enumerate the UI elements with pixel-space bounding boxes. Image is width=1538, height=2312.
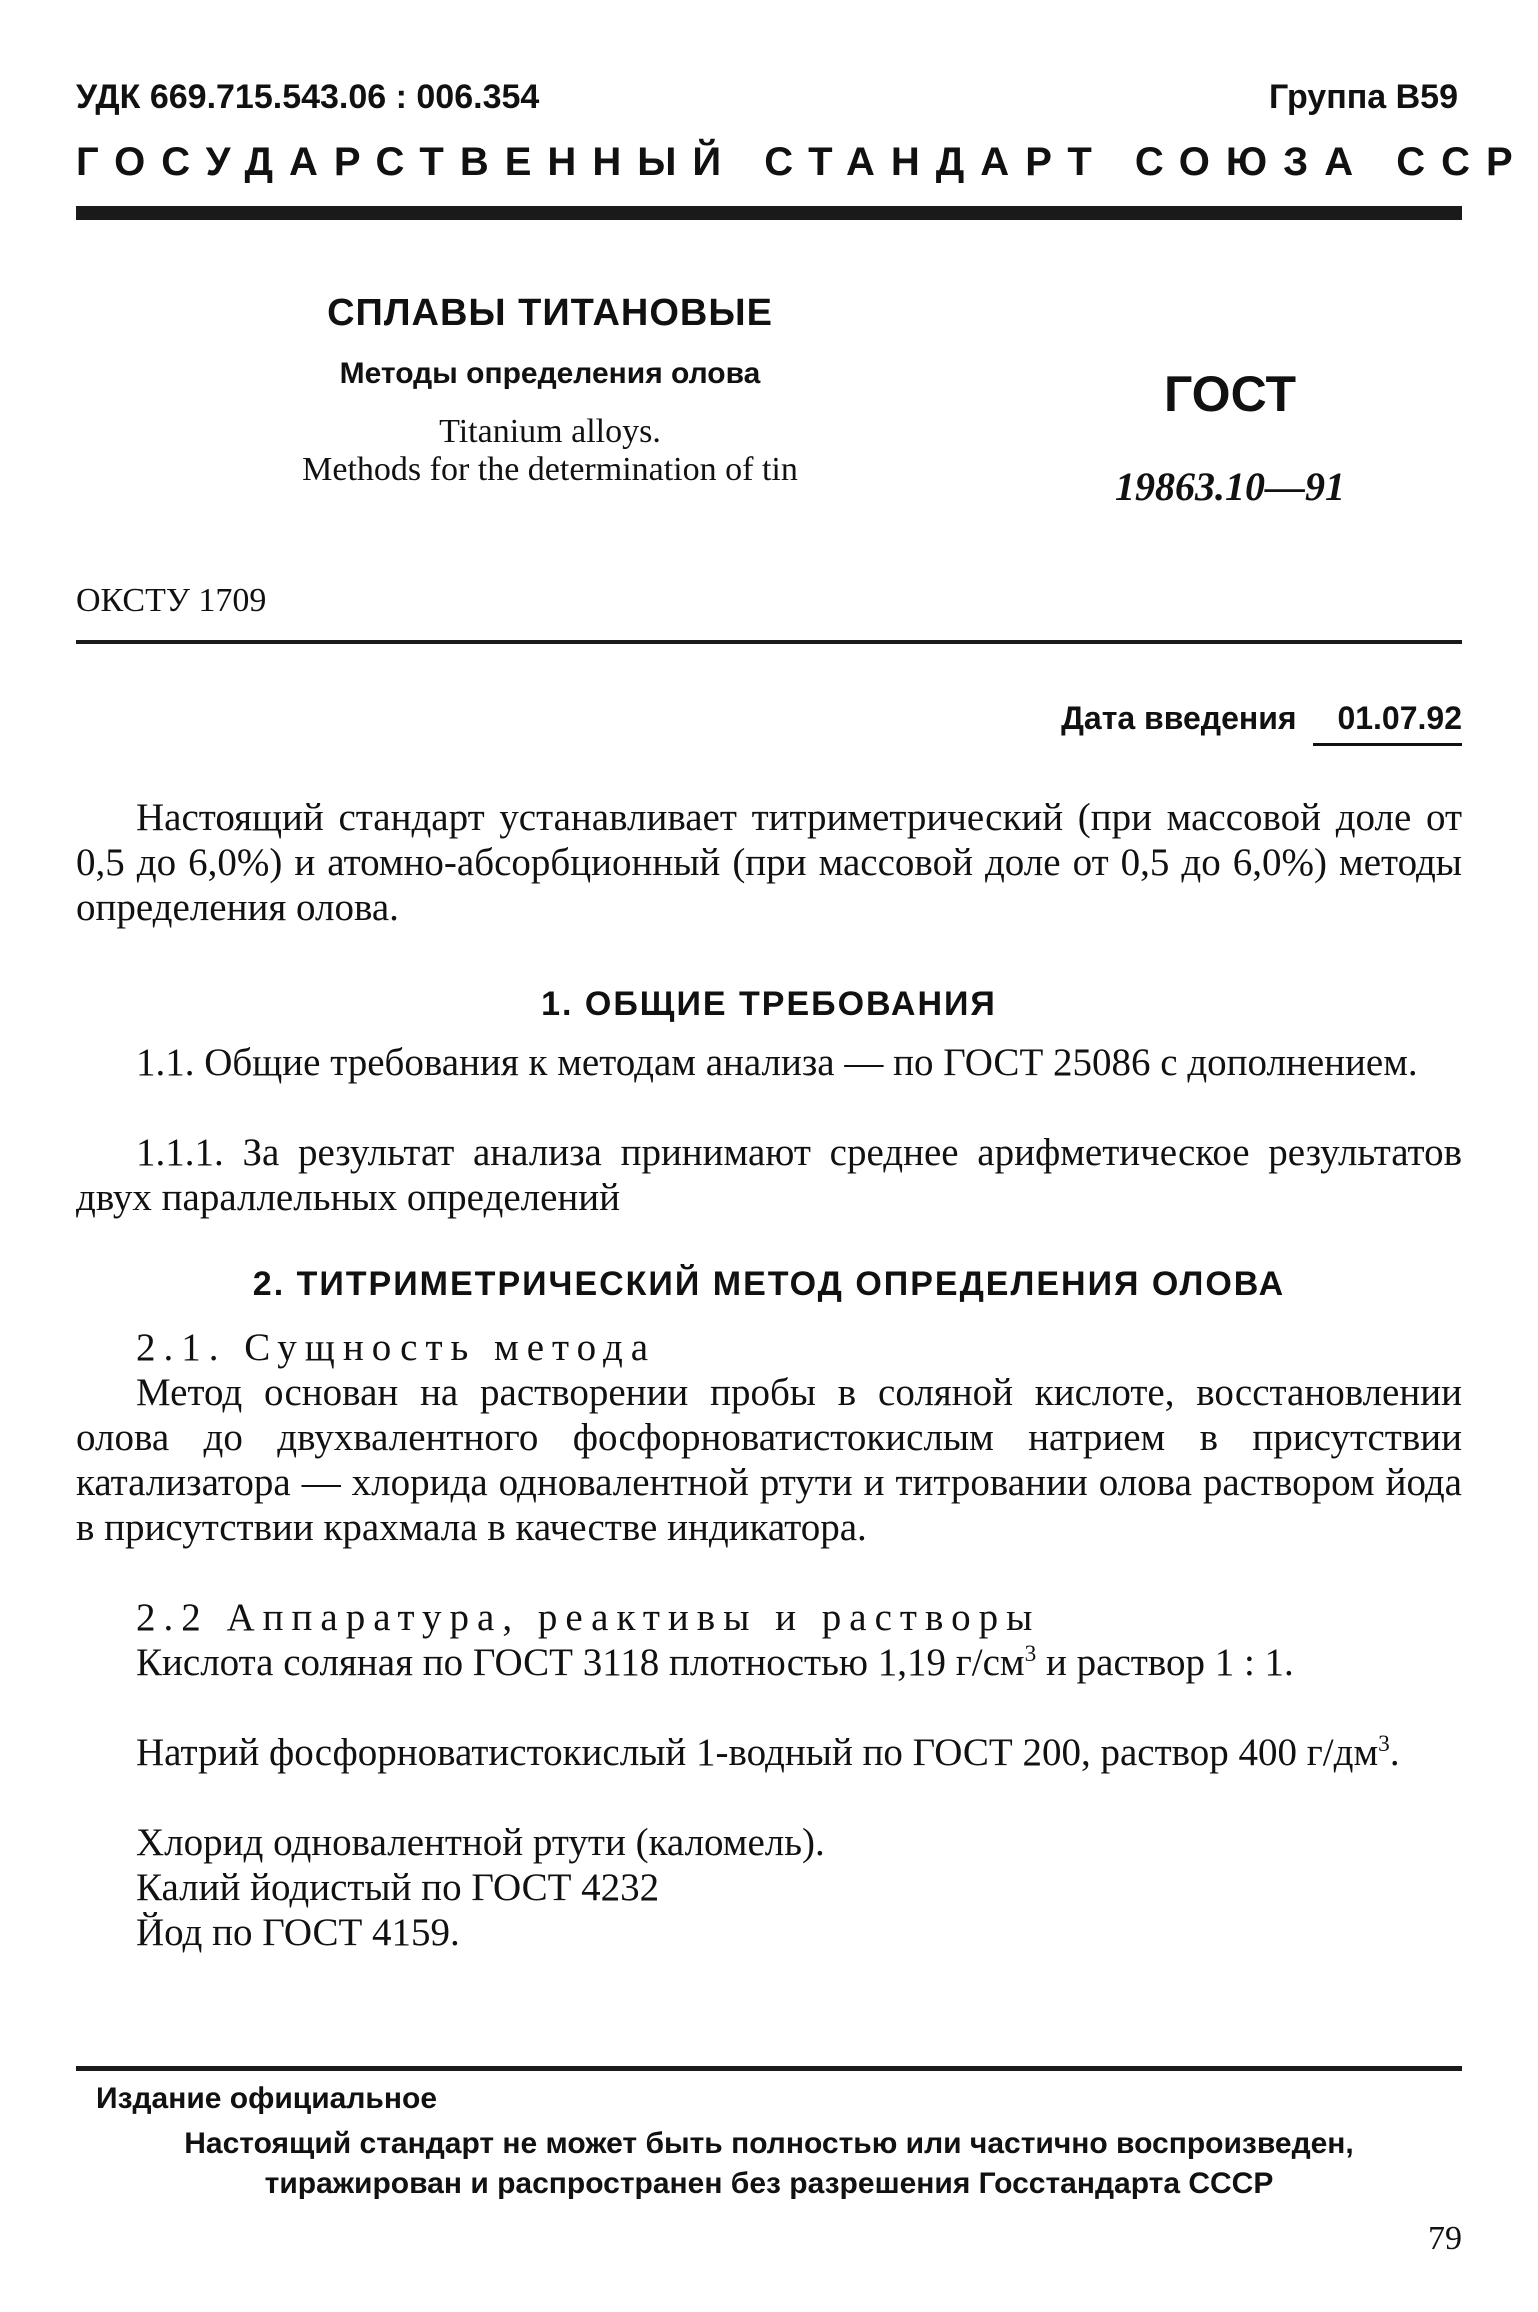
section-2-heading: 2. ТИТРИМЕТРИЧЕСКИЙ МЕТОД ОПРЕДЕЛЕНИЯ ОЛОВА — [252, 1265, 1286, 1303]
standard-title: ГОСУДАРСТВЕННЫЙ СТАНДАРТ СОЮЗА ССР — [76, 140, 1529, 184]
reagent-2-text-a: Натрий фосфорноватистокислый 1-водный по ГОСТ 200, раствор 400 г/дм — [136, 1731, 1379, 1774]
reagent-sodium-hypophosphite — [76, 1730, 1462, 1775]
copyright-notice-line2: тиражирован и распространен без разрешения Госстандарта СССР — [264, 2167, 1274, 2200]
reagent-iodine: Йод по ГОСТ 4159. — [136, 1911, 460, 1954]
section-1-heading: 1. ОБЩИЕ ТРЕБОВАНИЯ — [541, 985, 997, 1023]
reagent-potassium-iodide: Калий йодистый по ГОСТ 4232 — [136, 1866, 660, 1909]
footer-divider — [76, 2066, 1462, 2071]
section-1-1-paragraph: 1.1. Общие требования к методам анализа — по ГОСТ 25086 с дополнением. — [136, 1041, 1418, 1084]
group-code: Группа В59 — [1268, 78, 1458, 116]
section-2-1-heading: 2.1. Сущность метода — [136, 1326, 657, 1369]
official-edition-label: Издание официальное — [96, 2082, 438, 2115]
page-number: 79 — [1428, 2220, 1462, 2257]
document-title: СПЛАВЫ ТИТАНОВЫЕ — [327, 292, 773, 334]
reagent-2-text-b: . — [1389, 1731, 1400, 1774]
udk-code: УДК 669.715.543.06 : 006.354 — [76, 78, 540, 116]
document-title-block — [230, 292, 870, 489]
reagent-1-text-b: и раствор 1 : 1. — [1036, 1641, 1294, 1684]
reagent-1-text-a: Кислота соляная по ГОСТ 3118 плотностью 1,19 г/см — [136, 1641, 1025, 1684]
english-title-line2: Methods for the determination of tin — [302, 451, 798, 488]
section-1-1-1-paragraph: 1.1.1. За результат анализа принимают среднее арифметическое результатов двух параллельных определений — [76, 1131, 1462, 1219]
document-subtitle: Методы определения олова — [339, 357, 761, 390]
gost-number: 19863.10—91 — [1115, 464, 1345, 509]
english-title-line1: Titanium alloys. — [439, 413, 661, 450]
title-divider — [76, 640, 1462, 644]
reagent-1-superscript: 3 — [1024, 1641, 1037, 1667]
intro-paragraph: Настоящий стандарт устанавливает титриметрический (при массовой доле от 0,5 до 6,0%) и атомно-абсорбционный (при массовой доле от 0,5 до 6,0%) методы определения олова. — [76, 796, 1462, 929]
section-2-1-text: Метод основан на растворении пробы в соляной кислоте, восстановлении олова до двухвалентного фосфорноватистокислым натрием в присутствии катализатора — хлорида одновалентной ртути и титровании олова раствором йода в присутствии крахмала в качестве индикатора. — [76, 1371, 1462, 1549]
section-2-2-heading: 2.2 Аппаратура, реактивы и растворы — [136, 1596, 1041, 1639]
gost-label: ГОСТ — [1164, 366, 1296, 422]
header-divider — [76, 206, 1462, 220]
gost-designation — [1080, 365, 1380, 510]
reagent-2-superscript: 3 — [1378, 1731, 1390, 1757]
reagent-calomel: Хлорид одновалентной ртути (каломель). — [136, 1821, 825, 1864]
introduction-date — [1061, 700, 1462, 746]
copyright-notice — [76, 2124, 1462, 2204]
reagent-hydrochloric-acid — [76, 1640, 1462, 1685]
date-value: 01.07.92 — [1313, 700, 1462, 746]
copyright-notice-line1: Настоящий стандарт не может быть полностью или частично воспроизведен, — [184, 2127, 1354, 2160]
date-label: Дата введения — [1061, 700, 1297, 736]
okstu-code: ОКСТУ 1709 — [76, 582, 267, 619]
